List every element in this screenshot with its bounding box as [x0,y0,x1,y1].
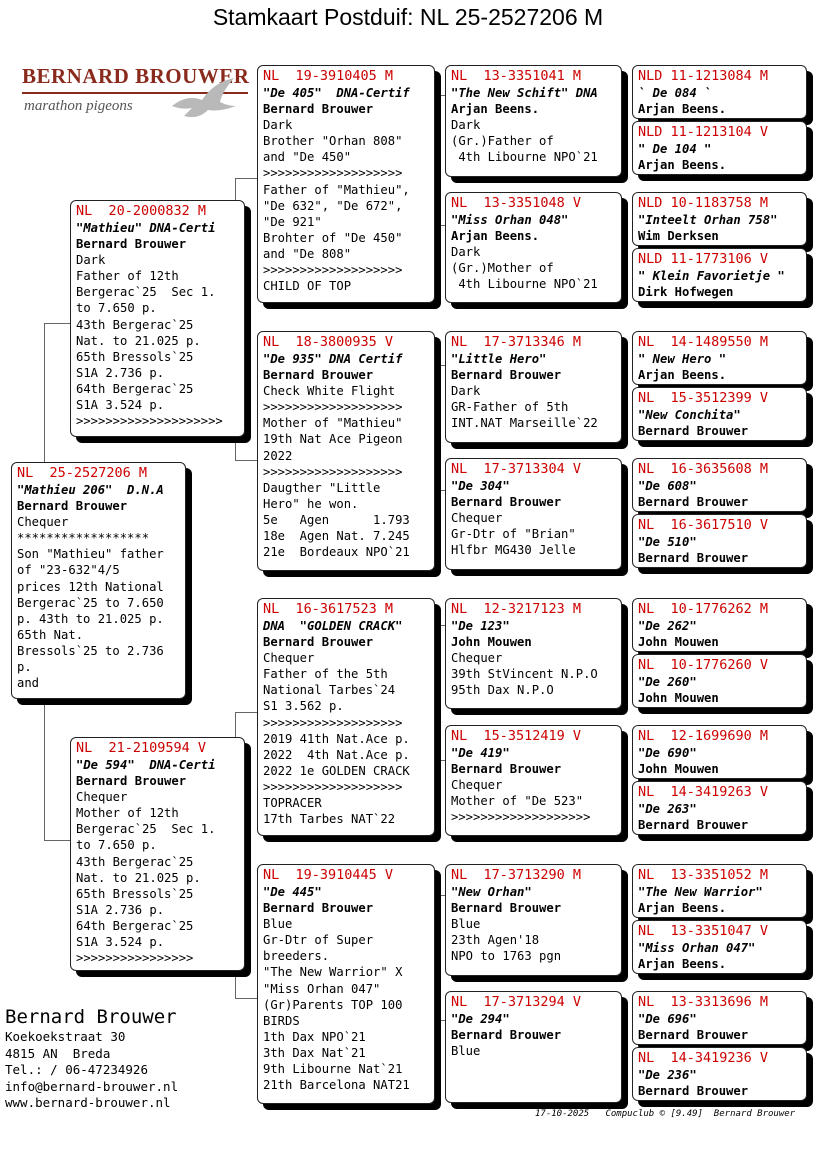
info-line: 64th Bergerac`25 [76,381,194,396]
info-line: Bergerac`25 Sec 1. [76,822,216,837]
info-line: Blue [451,917,481,932]
info-line: S1A 2.736 p. [76,902,165,917]
pigeon-name: "De 263" [638,802,697,816]
owner-address [5,1005,178,1112]
info-line: Dark [76,253,106,268]
info-line: breeders. [263,949,330,964]
connector-line [235,970,236,998]
pigeon-name: DNA "GOLDEN CRACK" [263,619,403,633]
info-line: >>>>>>>>>>>>>>>>>>> [263,263,403,278]
info-line: p. [17,660,32,675]
connector-line [235,460,257,461]
breeder-name: Bernard Brouwer [451,901,562,916]
info-line: 95th Dax N.P.O [451,683,554,698]
info-line: >>>>>>>>>>>>>>>>>>> [263,464,403,479]
connector-line [235,998,257,999]
connector-line [436,490,445,491]
breeder-name: Bernard Brouwer [451,368,562,383]
pigeon-card-grandparent [257,331,435,571]
info-line: >>>>>>>>>>>>>>>>>>> [263,166,403,181]
info-line: "The New Warrior" X [263,965,403,980]
ring-number: NL 13-3351047 V [638,923,769,939]
breeder-name: Bernard Brouwer [451,495,562,510]
ring-number: NL 13-3351052 M [638,867,769,883]
info-line: S1A 2.736 p. [76,365,165,380]
info-line: Mother of "De 523" [451,794,584,809]
connector-line [436,625,445,626]
info-line: 3th Dax Nat`21 [263,1045,366,1060]
info-line: 39th StVincent N.P.O [451,667,598,682]
info-line: Hlfbr MG430 Jelle [451,543,576,558]
pigeon-card-ggp [445,65,622,177]
pigeon-card-gen4 [632,387,807,441]
info-line: S1A 3.524 p. [76,935,165,950]
pigeon-name: "De 294" [451,1012,510,1026]
address-line: 4815 AN Breda [5,1045,111,1061]
ring-number: NL 13-3351041 M [451,68,582,84]
ring-number: NL 13-3313696 M [638,994,769,1010]
pigeon-card-grandparent [257,864,435,1104]
pigeon-card-ggp [445,598,622,709]
pigeon-card-gen4 [632,121,807,175]
pigeon-card-gen4 [632,192,807,246]
info-line: (Gr)Parents TOP 100 [263,997,403,1012]
info-line: >>>>>>>>>>>>>>>>>>>> [76,414,223,429]
info-line: 2022 1e GOLDEN CRACK [263,763,410,778]
pigeon-card-gen4 [632,654,807,708]
pigeon-name: ` De 084 ` [638,86,712,100]
info-line: (Gr.)Mother of [451,261,554,276]
info-line: "De 921" [263,214,322,229]
pigeon-name: "De 236" [638,1068,697,1082]
pigeon-name: "Mathieu 206" D.N.A [17,483,164,497]
breeder-name: Bernard Brouwer [638,1028,749,1043]
info-line: to 7.650 p. [76,301,157,316]
info-line: 9th Libourne Nat`21 [263,1062,403,1077]
breeder-name: Wim Derksen [638,229,719,244]
info-line: Dark [263,118,293,133]
info-line: >>>>>>>>>>>>>>>>>>> [263,779,403,794]
ring-number: NL 12-1699690 M [638,728,769,744]
breeder-name: Bernard Brouwer [451,1028,562,1043]
info-line: Check White Flight [263,384,396,399]
logo-brand-text: BERNARD BROUWER [22,64,250,88]
ring-number: NL 12-3217123 M [451,601,582,617]
pigeon-card-ggp [445,192,622,303]
info-line: 18e Agen Nat. 7.245 [263,529,410,544]
breeder-name: Dirk Hofwegen [638,285,734,300]
info-line: GR-Father of 5th [451,400,569,415]
ring-number: NL 20-2000832 M [76,203,207,219]
pigeon-card-ggp [445,991,622,1103]
info-line: Father of "Mathieu", [263,182,410,197]
info-line: p. 43th to 21.025 p. [17,611,164,626]
pigeon-name: "New Orhan" [451,885,532,899]
breeder-name: Bernard Brouwer [451,762,562,777]
info-line: and "De 808" [263,246,352,261]
info-line: Bergerac`25 Sec 1. [76,285,216,300]
pigeon-card-gen4 [632,514,807,568]
info-line: 65th Nat. [17,627,84,642]
breeder-name: John Mouwen [638,635,719,650]
pigeon-name: "De 419" [451,746,510,760]
pigeon-name: "De 123" [451,619,510,633]
pigeon-name: "De 445" [263,885,322,899]
breeder-name: Arjan Beens. [451,102,540,117]
pigeon-card-gen4 [632,458,807,512]
phone-line: Tel.: / 06-47234926 [5,1062,148,1077]
pigeon-card-grandparent [257,598,435,836]
pigeon-card-grandparent [257,65,435,303]
info-line: Son "Mathieu" father [17,547,164,562]
info-line: >>>>>>>>>>>>>>>>>>> [263,715,403,730]
breeder-name: Arjan Beens. [638,901,727,916]
breeder-name: Bernard Brouwer [17,499,128,514]
pigeon-name: "New Conchita" [638,408,741,422]
connector-line [436,760,445,761]
info-line: CHILD OF TOP [263,279,352,294]
breeder-name: John Mouwen [638,762,719,777]
info-line: Hero" he won. [263,496,359,511]
breeder-name: Bernard Brouwer [638,818,749,833]
pigeon-name: " Klein Favorietje " [638,269,785,283]
page-title: Stamkaart Postduif: NL 25-2527206 M [212,4,604,30]
info-line: Daugther "Little [263,480,381,495]
breeder-name: Bernard Brouwer [263,102,374,117]
pigeon-card-father [70,200,245,437]
breeder-name: Arjan Beens. [451,229,540,244]
ring-number: NL 15-3512399 V [638,390,769,406]
info-line: and "De 450" [263,150,352,165]
breeder-name: Bernard Brouwer [638,424,749,439]
info-line: Brohter of "De 450" [263,230,403,245]
pigeon-card-gen4 [632,1047,807,1101]
pigeon-card-mother [70,737,245,971]
email-line: info@bernard-brouwer.nl [5,1078,179,1094]
connector-line [44,700,45,840]
connector-line [235,178,257,179]
info-line: TOPRACER [263,796,322,811]
info-line: Blue [263,917,293,932]
breeder-name: Bernard Brouwer [263,901,374,916]
connector-line [44,323,71,324]
breeder-name: Bernard Brouwer [638,1084,749,1099]
info-line: S1 3.562 p. [263,699,344,714]
info-line: to 7.650 p. [76,838,157,853]
ring-number: NL 10-1776262 M [638,601,769,617]
connector-line [436,1020,445,1021]
info-line: "Miss Orhan 047" [263,981,381,996]
ring-number: NLD 10-1183758 M [638,195,769,211]
info-line: INT.NAT Marseille`22 [451,416,598,431]
info-line: 43th Bergerac`25 [76,854,194,869]
info-line: 65th Bressols`25 [76,886,194,901]
ring-number: NL 13-3351048 V [451,195,582,211]
info-line: Mother of "Mathieu" [263,416,403,431]
info-line: >>>>>>>>>>>>>>>>>>> [451,810,591,825]
info-line: prices 12th National [17,579,164,594]
info-line: 64th Bergerac`25 [76,918,194,933]
info-line: Father of the 5th [263,667,388,682]
info-line: Chequer [451,511,503,526]
info-line: ****************** [17,531,150,546]
info-line: 43th Bergerac`25 [76,317,194,332]
pigeon-card-gen4 [632,598,807,652]
pigeon-name: "De 304" [451,479,510,493]
breeder-name: John Mouwen [451,635,532,650]
connector-line [436,225,445,226]
connector-line [235,712,257,713]
info-line: Bergerac`25 to 7.650 [17,595,164,610]
ring-number: NL 18-3800935 V [263,334,394,350]
info-line: Chequer [17,515,69,530]
breeder-name: Bernard Brouwer [638,551,749,566]
info-line: Chequer [451,651,503,666]
address-line: Koekoekstraat 30 [5,1029,126,1044]
footer-text: 17-10-2025 Compuclub © [9.49] Bernard Brouwer [535,1109,796,1119]
info-line: (Gr.)Father of [451,134,554,149]
connector-line [436,365,445,366]
info-line: 19th Nat Ace Pigeon [263,432,403,447]
info-line: Dark [451,245,481,260]
ring-number: NL 19-3910405 M [263,68,394,84]
ring-number: NLD 11-1213084 M [638,68,769,84]
ring-number: NL 17-3713290 M [451,867,582,883]
info-line: Chequer [76,790,128,805]
info-line: Dark [451,384,481,399]
connector-line [235,178,236,200]
pigeon-name: "Little Hero" [451,352,547,366]
pigeon-name: "De 696" [638,1012,697,1026]
pigeon-card-gen4 [632,781,807,835]
info-line: 21e Bordeaux NPO`21 [263,545,410,560]
info-line: National Tarbes`24 [263,683,396,698]
pigeon-card-subject [11,462,186,699]
connector-line [235,712,236,737]
owner-name: Bernard Brouwer [5,1006,177,1028]
info-line: 2019 41th Nat.Ace p. [263,731,410,746]
info-line: 2022 [263,448,293,463]
ring-number: NL 16-3617523 M [263,601,394,617]
info-line: 1th Dax NPO`21 [263,1029,366,1044]
ring-number: NL 16-3617510 V [638,517,769,533]
info-line: NPO to 1763 pgn [451,949,562,964]
pigeon-card-gen4 [632,65,807,119]
info-line: Brother "Orhan 808" [263,134,403,149]
pigeon-name: "De 405" DNA-Certif [263,86,410,100]
info-line: Blue [451,1044,481,1059]
ring-number: NL 14-3419236 V [638,1050,769,1066]
website-line: www.bernard-brouwer.nl [5,1095,171,1110]
ring-number: NLD 11-1213104 V [638,124,769,140]
info-line: Bressols`25 to 2.736 [17,643,164,658]
connector-line [235,440,236,460]
pigeon-name: "De 260" [638,675,697,689]
pigeon-name: "Miss Orhan 047" [638,941,756,955]
pigeon-name: "De 510" [638,535,697,549]
ring-number: NL 17-3713294 V [451,994,582,1010]
pigeon-name: "Mathieu" DNA-Certi [76,221,216,235]
pigeon-card-ggp [445,331,622,443]
pigeon-name: "De 935" DNA Certif [263,352,403,366]
ring-number: NL 14-1489550 M [638,334,769,350]
info-line: Chequer [263,651,315,666]
breeder-name: Bernard Brouwer [263,368,374,383]
pigeon-card-gen4 [632,331,807,385]
ring-number: NLD 11-1773106 V [638,251,769,267]
info-line: 17th Tarbes NAT`22 [263,812,396,827]
pigeon-card-gen4 [632,920,807,974]
breeder-name: Bernard Brouwer [638,495,749,510]
breeder-name: John Mouwen [638,691,719,706]
info-line: 5e Agen 1.793 [263,512,410,527]
pigeon-name: " New Hero " [638,352,727,366]
pigeon-card-ggp [445,458,622,570]
connector-line [436,95,445,96]
info-line: 23th Agen'18 [451,933,540,948]
connector-line [44,323,45,463]
info-line: S1A 3.524 p. [76,398,165,413]
info-line: Mother of 12th [76,806,179,821]
info-line: of "23-632"4/5 [17,563,120,578]
pigeon-card-gen4 [632,725,807,779]
pigeon-icon [162,76,242,124]
info-line: 4th Libourne NPO`21 [451,277,598,292]
info-line: Gr-Dtr of Super [263,933,374,948]
brand-logo [22,64,252,126]
ring-number: NL 16-3635608 M [638,461,769,477]
pigeon-card-ggp [445,864,622,976]
breeder-name: Arjan Beens. [638,368,727,383]
pigeon-name: "The New Schift" DNA [451,86,598,100]
info-line: Nat. to 21.025 p. [76,333,201,348]
pigeon-name: "The New Warrior" [638,885,763,899]
info-line: Father of 12th [76,269,179,284]
info-line: 65th Bressols`25 [76,349,194,364]
breeder-name: Bernard Brouwer [263,635,374,650]
info-line: >>>>>>>>>>>>>>>>>>> [263,400,403,415]
logo-subtitle: marathon pigeons [24,98,133,114]
info-line: 21th Barcelona NAT21 [263,1078,410,1093]
connector-line [436,895,445,896]
info-line: Nat. to 21.025 p. [76,870,201,885]
pigeon-card-ggp [445,725,622,836]
ring-number: NL 10-1776260 V [638,657,769,673]
breeder-name: Arjan Beens. [638,158,727,173]
breeder-name: Bernard Brouwer [76,237,187,252]
connector-line [44,840,71,841]
info-line: BIRDS [263,1013,300,1028]
info-line: Chequer [451,778,503,793]
pigeon-card-gen4 [632,991,807,1045]
info-line: >>>>>>>>>>>>>>>> [76,951,194,966]
pigeon-card-gen4 [632,248,807,302]
ring-number: NL 15-3512419 V [451,728,582,744]
info-line: 2022 4th Nat.Ace p. [263,747,410,762]
pigeon-card-gen4 [632,864,807,918]
pigeon-name: "De 594" DNA-Certi [76,758,216,772]
pigeon-name: " De 104 " [638,142,712,156]
ring-number: NL 21-2109594 V [76,740,207,756]
pigeon-name: "De 262" [638,619,697,633]
info-line: 4th Libourne NPO`21 [451,150,598,165]
ring-number: NL 14-3419263 V [638,784,769,800]
info-line: "De 632", "De 672", [263,198,403,213]
ring-number: NL 19-3910445 V [263,867,394,883]
pigeon-name: "De 690" [638,746,697,760]
info-line: Gr-Dtr of "Brian" [451,527,576,542]
ring-number: NL 25-2527206 M [17,465,148,481]
breeder-name: Bernard Brouwer [76,774,187,789]
ring-number: NL 17-3713304 V [451,461,582,477]
breeder-name: Arjan Beens. [638,957,727,972]
ring-number: NL 17-3713346 M [451,334,582,350]
info-line: and [17,676,40,691]
info-line: Dark [451,118,481,133]
breeder-name: Arjan Beens. [638,102,727,117]
pigeon-name: "Miss Orhan 048" [451,213,569,227]
pigeon-name: "Inteelt Orhan 758" [638,213,778,227]
pigeon-name: "De 608" [638,479,697,493]
